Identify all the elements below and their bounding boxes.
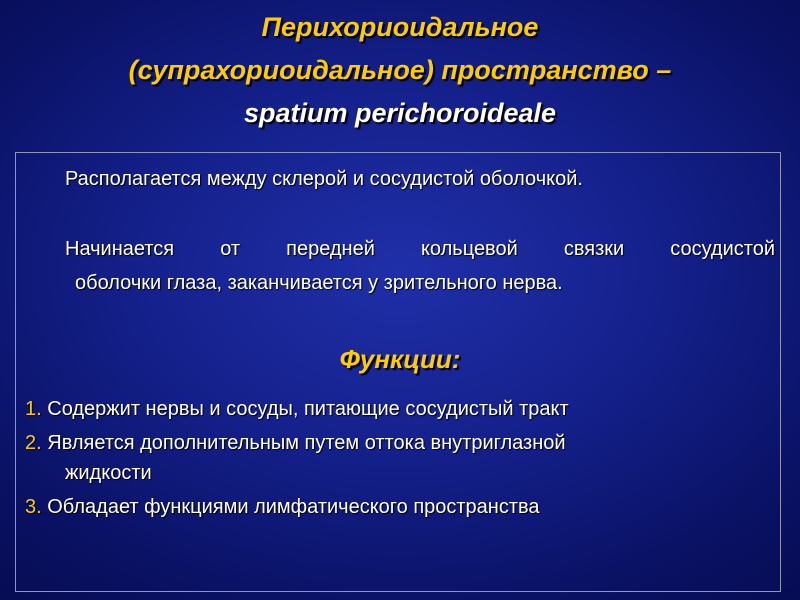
functions-list-item [25, 394, 765, 424]
functions-list-item [25, 492, 765, 522]
list-item-text: Обладает функциями лимфатического пространства [47, 496, 540, 518]
list-item-continuation: жидкости [65, 462, 152, 484]
paragraph-extent-line-1: Начинается от передней кольцевой связки сосудистой [65, 238, 775, 260]
slide-title [0, 6, 800, 135]
title-line-1: Перихориоидальное [261, 12, 539, 42]
functions-heading: Функции: [339, 344, 461, 374]
functions-list-item [25, 428, 765, 488]
title-line-2: (супрахориоидальное) пространство – [128, 55, 672, 85]
list-item-text: Является дополнительным путем оттока внутриглазной [47, 432, 566, 454]
functions-list [25, 394, 765, 526]
list-item-number: 2. [25, 432, 42, 454]
paragraph-extent-line-2: оболочки глаза, заканчивается у зрительного нерва. [75, 272, 563, 294]
list-item-text: Содержит нервы и сосуды, питающие сосудистый тракт [47, 398, 569, 420]
list-item-number: 3. [25, 496, 42, 518]
paragraph-extent [65, 232, 775, 300]
list-item-number: 1. [25, 398, 42, 420]
paragraph-location: Располагается между склерой и сосудистой оболочкой. [65, 168, 583, 190]
title-line-latin: spatium perichoroideale [243, 98, 557, 128]
